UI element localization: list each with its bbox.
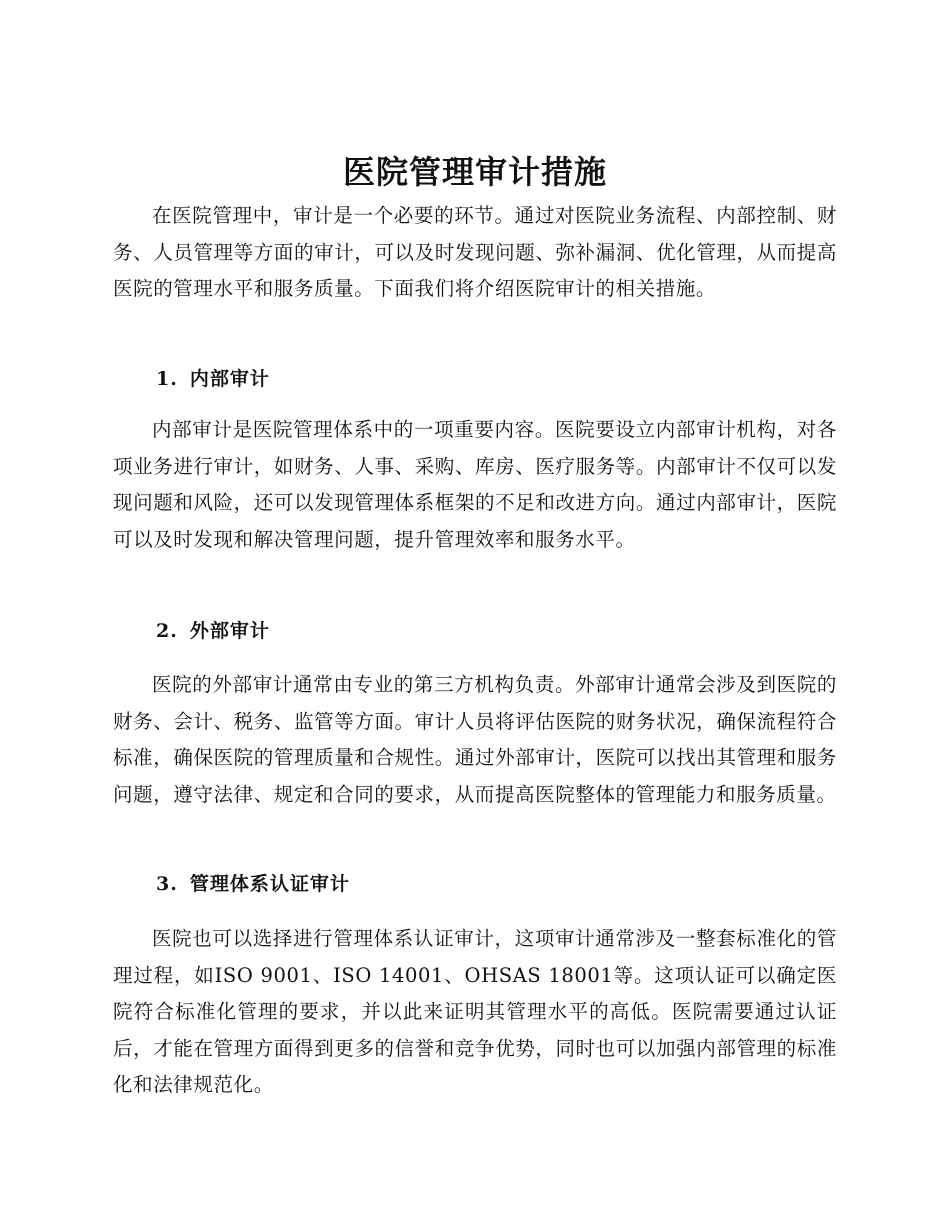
section-title: 外部审计 [189,620,270,642]
section-body-certification-audit: 医院也可以选择进行管理体系认证审计，这项审计通常涉及一整套标准化的管理过程，如ISO 9001、ISO 14001、OHSAS 18001等。这项认证可以确定医院符合标准化管理的要求，并以此来证明其管理水平的高低。医院需要通过认证后，才能在管理方面得到更多的信誉和竞争优势，同时也可以加强内部管理的标准化和法律规范化。 [113,927,837,1096]
section-heading-external-audit [156,616,270,646]
intro-paragraph: 在医院管理中，审计是一个必要的环节。通过对医院业务流程、内部控制、财务、人员管理等方面的审计，可以及时发现问题、弥补漏洞、优化管理，从而提高医院的管理水平和服务质量。下面我们将介绍医院审计的相关措施。 [113,204,837,300]
section-body-internal-audit: 内部审计是医院管理体系中的一项重要内容。医院要设立内部审计机构，对各项业务进行审计，如财务、人事、采购、库房、医疗服务等。内部审计不仅可以发现问题和风险，还可以发现管理体系框架的不足和改进方向。通过内部审计，医院可以及时发现和解决管理问题，提升管理效率和服务水平。 [113,418,837,551]
section-number: 1. [156,368,178,390]
section-heading-internal-audit [156,364,270,394]
section-heading-certification-audit [156,869,350,899]
section-number: 3. [156,873,178,895]
section-number: 2. [156,620,178,642]
document-title: 医院管理审计措施 [342,153,607,191]
section-title: 管理体系认证审计 [189,873,350,895]
section-body-external-audit: 医院的外部审计通常由专业的第三方机构负责。外部审计通常会涉及到医院的财务、会计、税务、监管等方面。审计人员将评估医院的财务状况，确保流程符合标准，确保医院的管理质量和合规性。通过外部审计，医院可以找出其管理和服务问题，遵守法律、规定和合同的要求，从而提高医院整体的管理能力和服务质量。 [113,673,837,806]
section-title: 内部审计 [189,368,270,390]
